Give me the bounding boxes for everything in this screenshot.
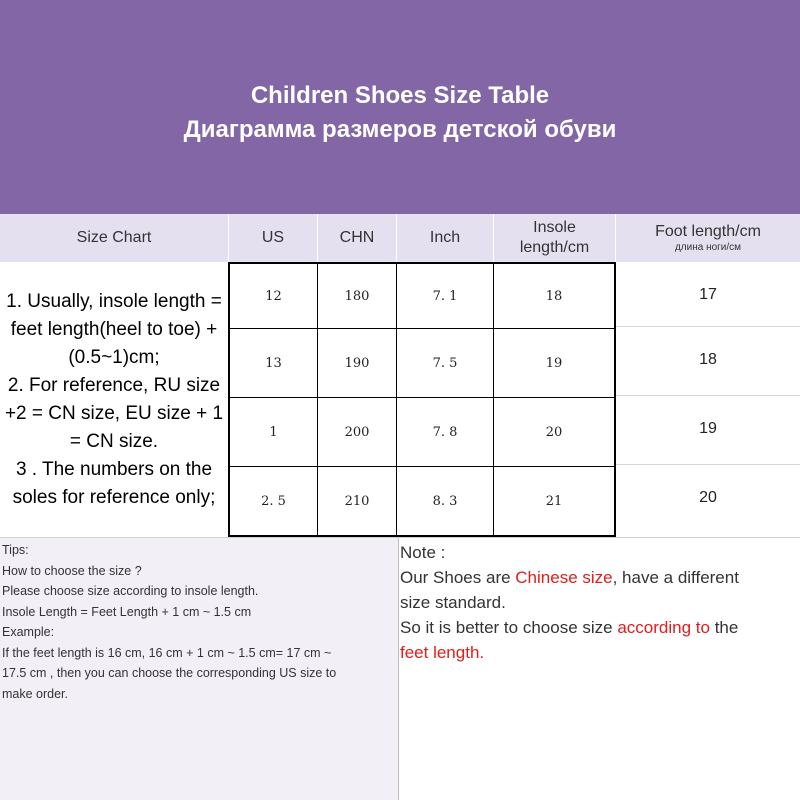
cell-insole: 19 [545, 355, 563, 371]
cell-inch: 7. 1 [432, 288, 458, 304]
size-table [228, 262, 616, 537]
note-title: Note : [400, 543, 446, 562]
header-chn: CHN [339, 229, 375, 246]
cell-us: 2. 5 [261, 493, 286, 509]
cell-foot: 20 [699, 489, 717, 506]
tips-line: How to choose the size ? [2, 563, 142, 578]
cell-foot: 18 [699, 351, 717, 368]
cell-chn: 190 [344, 355, 370, 371]
cell-us: 12 [265, 288, 282, 304]
tips-line: Insole Length = Feet Length + 1 cm ~ 1.5 cm [2, 604, 252, 619]
header-foot-russian: длина ноги/см [674, 242, 742, 253]
tips-line: 17.5 cm , then you can choose the corresponding US size to [2, 666, 337, 680]
title-banner [0, 0, 800, 214]
foot-length-column [616, 262, 800, 537]
cell-foot: 19 [699, 420, 717, 437]
bottom-section [0, 537, 800, 800]
cell-chn: 180 [344, 288, 370, 304]
cell-insole: 21 [545, 493, 563, 509]
cell-us: 13 [265, 355, 282, 371]
tips-line: Please choose size according to insole length. [2, 584, 259, 598]
header-size-chart: Size Chart [76, 229, 152, 246]
cell-insole: 20 [545, 424, 563, 440]
tips-line: Example: [2, 625, 55, 639]
header-us: US [261, 229, 285, 246]
highlight-feet-length: feet length [400, 643, 480, 662]
note-panel [400, 538, 800, 800]
note-line-3: So it is better to choose size according to the [400, 618, 739, 637]
header-foot-length [616, 214, 800, 262]
note-line-2: 2. For reference, RU size +2 = CN size, EU size + 1 = CN size. [4, 374, 224, 452]
title-russian: Диаграмма размеров детской обуви [183, 116, 617, 143]
header-insole [494, 214, 615, 262]
tips-panel [0, 538, 398, 800]
size-notes [0, 262, 228, 537]
divider [398, 538, 399, 800]
header-foot-label: Foot length/cm [655, 223, 761, 240]
cell-chn: 200 [344, 424, 370, 440]
cell-foot: 17 [699, 286, 717, 303]
cell-inch: 7. 8 [432, 424, 458, 440]
note-line-4: feet length. [400, 643, 485, 662]
cell-us: 1 [269, 424, 278, 440]
cell-chn: 210 [344, 493, 370, 509]
header-inch: Inch [429, 229, 461, 246]
note-line-1: Our Shoes are Chinese size, have a different [400, 568, 739, 587]
note-line-1: 1. Usually, insole length = feet length(heel to toe) + (0.5~1)cm; [6, 290, 222, 368]
table-header [0, 214, 800, 262]
cell-inch: 8. 3 [432, 493, 458, 509]
header-insole-line1: Insole [533, 219, 576, 236]
note-line-3: 3 . The numbers on the soles for reference only; [12, 458, 216, 508]
note-line-2: size standard. [400, 593, 506, 612]
cell-inch: 7. 5 [432, 355, 458, 371]
title-english: Children Shoes Size Table [250, 82, 550, 109]
highlight-according-to: according to [617, 618, 710, 637]
tips-line: make order. [2, 686, 69, 701]
header-insole-line2: length/cm [519, 239, 590, 256]
highlight-chinese-size: Chinese size [515, 568, 613, 587]
tips-line: Tips: [2, 543, 29, 557]
tips-line: If the feet length is 16 cm, 16 cm + 1 cm ~ 1.5 cm= 17 cm ~ [2, 645, 332, 660]
cell-insole: 18 [545, 288, 563, 304]
